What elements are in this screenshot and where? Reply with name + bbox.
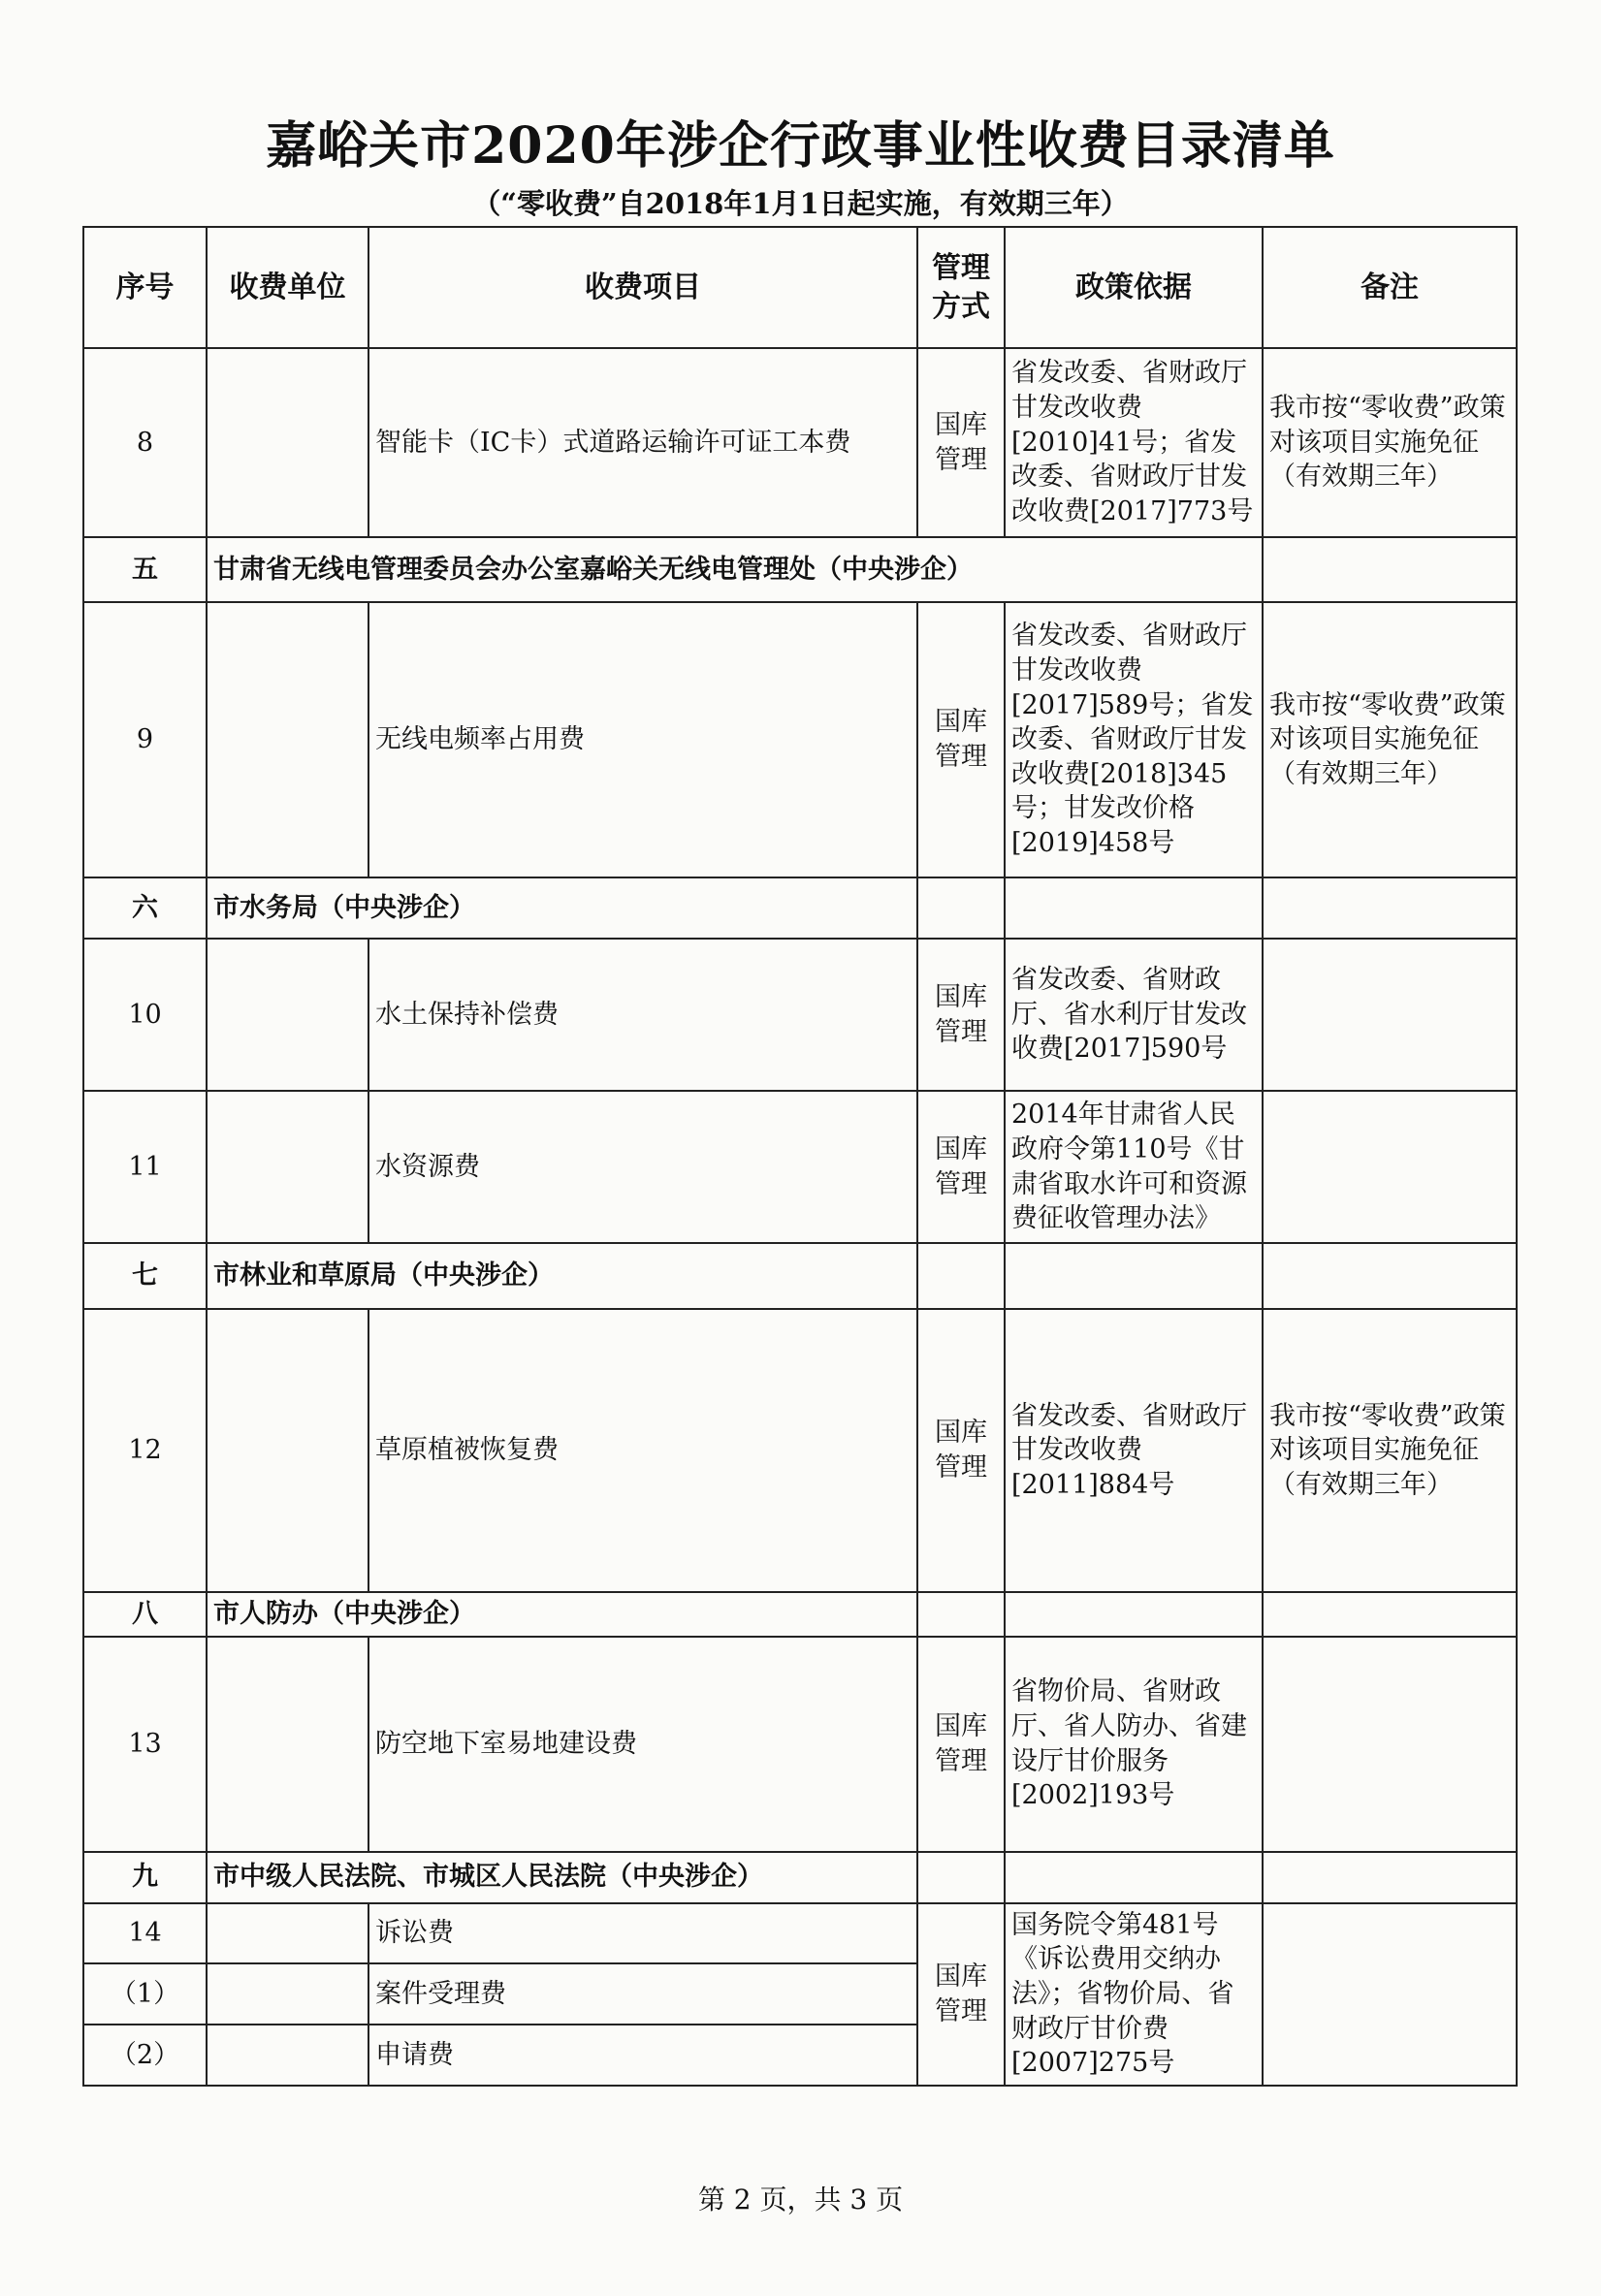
row-unit bbox=[207, 348, 368, 537]
row-note: 我市按“零收费”政策对该项目实施免征（有效期三年） bbox=[1263, 348, 1517, 537]
row-note bbox=[1263, 939, 1517, 1091]
group-row bbox=[83, 877, 1517, 939]
row-policy: 省发改委、省财政厅甘发改收费[2017]589号；省发改委、省财政厅甘发改收费[2018]345号；甘发改价格[2019]458号 bbox=[1005, 602, 1263, 877]
table-row bbox=[83, 1091, 1517, 1243]
group-mgmt bbox=[917, 1592, 1005, 1637]
row-item: 草原植被恢复费 bbox=[368, 1309, 917, 1592]
group-mgmt bbox=[917, 877, 1005, 939]
table-row bbox=[83, 348, 1517, 537]
page-title: 嘉峪关市2020年涉企行政事业性收费目录清单 bbox=[266, 116, 1335, 175]
group-policy bbox=[1005, 1243, 1263, 1309]
group-seq: 八 bbox=[83, 1592, 207, 1637]
group-row bbox=[83, 1243, 1517, 1309]
header-policy: 政策依据 bbox=[1005, 227, 1263, 348]
row-seq: 8 bbox=[83, 348, 207, 537]
row-unit bbox=[207, 1637, 368, 1852]
row-policy: 省发改委、省财政厅、省水利厅甘发改收费[2017]590号 bbox=[1005, 939, 1263, 1091]
group-note bbox=[1263, 1243, 1517, 1309]
header-seq: 序号 bbox=[83, 227, 207, 348]
row-note bbox=[1263, 1903, 1517, 2086]
group-policy bbox=[1005, 1852, 1263, 1903]
row-note bbox=[1263, 1091, 1517, 1243]
table-row bbox=[83, 939, 1517, 1091]
row-unit bbox=[207, 939, 368, 1091]
group-row bbox=[83, 537, 1517, 602]
group-row bbox=[83, 1592, 1517, 1637]
row-policy: 2014年甘肃省人民政府令第110号《甘肃省取水许可和资源费征收管理办法》 bbox=[1005, 1091, 1263, 1243]
group-seq: 五 bbox=[83, 537, 207, 602]
group-unit: 甘肃省无线电管理委员会办公室嘉峪关无线电管理处（中央涉企） bbox=[207, 537, 1263, 602]
group-unit: 市水务局（中央涉企） bbox=[207, 877, 917, 939]
row-seq: 10 bbox=[83, 939, 207, 1091]
group-unit: 市人防办（中央涉企） bbox=[207, 1592, 917, 1637]
group-mgmt bbox=[917, 1243, 1005, 1309]
row-mgmt: 国库管理 bbox=[917, 348, 1005, 537]
row-unit bbox=[207, 2025, 368, 2086]
row-unit bbox=[207, 602, 368, 877]
fee-table bbox=[82, 226, 1518, 2087]
group-unit: 市林业和草原局（中央涉企） bbox=[207, 1243, 917, 1309]
row-mgmt: 国库管理 bbox=[917, 939, 1005, 1091]
group-row bbox=[83, 1852, 1517, 1903]
page-subtitle: （“零收费”自2018年1月1日起实施，有效期三年） bbox=[472, 187, 1129, 220]
group-note bbox=[1263, 1852, 1517, 1903]
page-footer: 第 2 页，共 3 页 bbox=[697, 2184, 904, 2216]
row-item: 无线电频率占用费 bbox=[368, 602, 917, 877]
row-policy: 省物价局、省财政厅、省人防办、省建设厅甘价服务[2002]193号 bbox=[1005, 1637, 1263, 1852]
row-unit bbox=[207, 1091, 368, 1243]
group-note bbox=[1263, 877, 1517, 939]
row-mgmt: 国库管理 bbox=[917, 1309, 1005, 1592]
header-unit: 收费单位 bbox=[207, 227, 368, 348]
header-mgmt: 管理方式 bbox=[917, 227, 1005, 348]
table-row bbox=[83, 602, 1517, 877]
group-note bbox=[1263, 537, 1517, 602]
row-item: 水资源费 bbox=[368, 1091, 917, 1243]
header-row bbox=[83, 227, 1517, 348]
row-unit bbox=[207, 1963, 368, 2025]
group-seq: 九 bbox=[83, 1852, 207, 1903]
row-item: 智能卡（IC卡）式道路运输许可证工本费 bbox=[368, 348, 917, 537]
row-note: 我市按“零收费”政策对该项目实施免征（有效期三年） bbox=[1263, 1309, 1517, 1592]
row-item: 水土保持补偿费 bbox=[368, 939, 917, 1091]
row-seq: 9 bbox=[83, 602, 207, 877]
group-policy bbox=[1005, 1592, 1263, 1637]
row-item: 防空地下室易地建设费 bbox=[368, 1637, 917, 1852]
row-note bbox=[1263, 1637, 1517, 1852]
row-mgmt: 国库管理 bbox=[917, 1637, 1005, 1852]
row-policy: 国务院令第481号《诉讼费用交纳办法》；省物价局、省财政厅甘价费[2007]275号 bbox=[1005, 1903, 1263, 2086]
table-row bbox=[83, 1903, 1517, 1964]
row-note: 我市按“零收费”政策对该项目实施免征（有效期三年） bbox=[1263, 602, 1517, 877]
row-seq: 11 bbox=[83, 1091, 207, 1243]
row-seq: （2） bbox=[83, 2025, 207, 2086]
row-unit bbox=[207, 1903, 368, 1964]
group-unit: 市中级人民法院、市城区人民法院（中央涉企） bbox=[207, 1852, 917, 1903]
row-seq: 13 bbox=[83, 1637, 207, 1852]
table-row bbox=[83, 1309, 1517, 1592]
header-note: 备注 bbox=[1263, 227, 1517, 348]
row-mgmt: 国库管理 bbox=[917, 1091, 1005, 1243]
header-item: 收费项目 bbox=[368, 227, 917, 348]
row-mgmt: 国库管理 bbox=[917, 1903, 1005, 2086]
row-policy: 省发改委、省财政厅甘发改收费[2010]41号；省发改委、省财政厅甘发改收费[2017]773号 bbox=[1005, 348, 1263, 537]
group-seq: 六 bbox=[83, 877, 207, 939]
group-policy bbox=[1005, 877, 1263, 939]
row-item: 申请费 bbox=[368, 2025, 917, 2086]
table-row bbox=[83, 1637, 1517, 1852]
row-seq: 12 bbox=[83, 1309, 207, 1592]
row-seq: （1） bbox=[83, 1963, 207, 2025]
row-unit bbox=[207, 1309, 368, 1592]
group-note bbox=[1263, 1592, 1517, 1637]
group-seq: 七 bbox=[83, 1243, 207, 1309]
row-mgmt: 国库管理 bbox=[917, 602, 1005, 877]
group-mgmt bbox=[917, 1852, 1005, 1903]
row-seq: 14 bbox=[83, 1903, 207, 1964]
row-policy: 省发改委、省财政厅甘发改收费[2011]884号 bbox=[1005, 1309, 1263, 1592]
row-item: 案件受理费 bbox=[368, 1963, 917, 2025]
row-item: 诉讼费 bbox=[368, 1903, 917, 1964]
